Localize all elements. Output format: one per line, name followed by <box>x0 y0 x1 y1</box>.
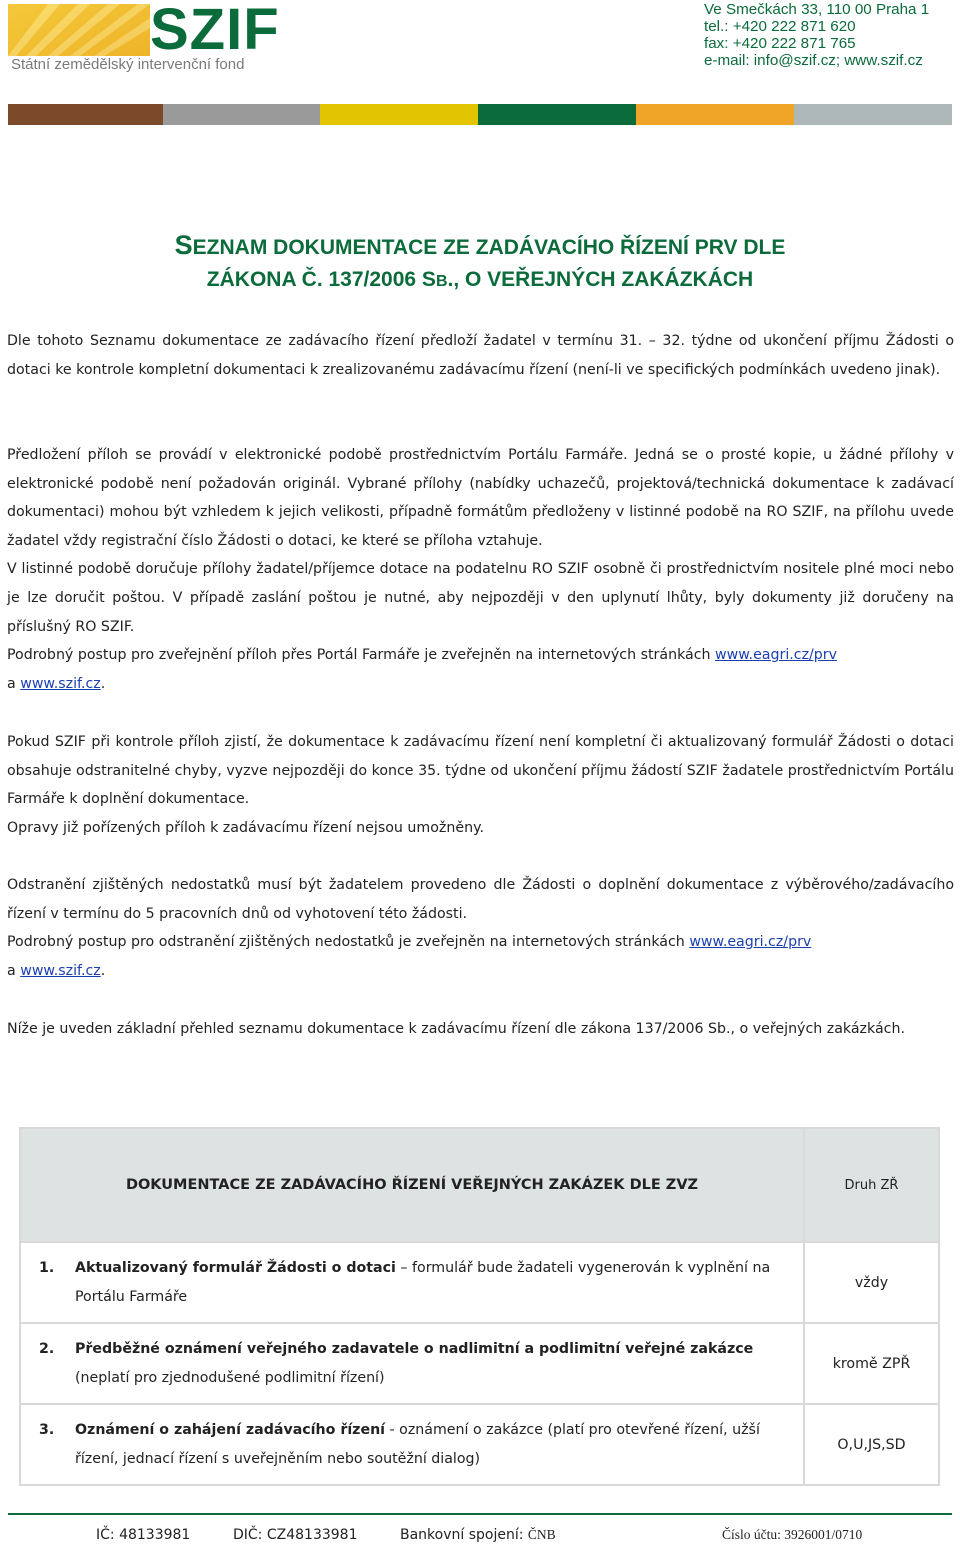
eagri-link-2[interactable]: www.eagri.cz/prv <box>689 934 812 951</box>
color-stripe-5 <box>636 104 794 125</box>
table-row-content <box>20 1323 804 1404</box>
footer-ic: IČ: 48133981 <box>96 1527 191 1543</box>
color-stripe-3 <box>320 104 478 125</box>
table-header-main: DOKUMENTACE ZE ZADÁVACÍHO ŘÍZENÍ VEŘEJNÝCH ZAKÁZEK DLE ZVZ <box>20 1128 804 1242</box>
submission-procedure-end: a www.szif.cz. <box>7 675 106 692</box>
row-number: 2. <box>39 1340 55 1357</box>
row-title: Předběžné oznámení veřejného zadavatele o nadlimitní a podlimitní veřejné zakázce <box>75 1340 754 1357</box>
logo-subtitle: Státní zemědělský intervenční fond <box>11 56 245 73</box>
submission-paper: V listinné podobě doručuje přílohy žadatel/příjemce dotace na podatelnu RO SZIF osobně či prostřednictvím nositele plné moci nebo je lze doručit poštou. V případě zaslání poštou je nutné, aby nejpozději v den uplynutí lhůty, byly dokumenty již doručeny na příslušný RO SZIF. <box>7 561 954 635</box>
document-title-line-2: ZÁKONA Č. 137/2006 SB., O VEŘEJNÝCH ZAKÁZKÁCH <box>206 268 754 291</box>
wheat-field-graphic <box>8 4 150 56</box>
documentation-table <box>19 1127 940 1486</box>
intro-paragraph: Dle tohoto Seznamu dokumentace ze zadávacího řízení předloží žadatel v termínu 31. – 32. týdne od ukončení příjmu Žádosti o dotaci ke kontrole kompletní dokumentaci k zrealizovanému zadávacímu řízení (není-li ve specifických podmínkách uvedeno jinak). <box>7 333 954 378</box>
submission-procedure: Podrobný postup pro zveřejnění příloh přes Portál Farmáře je zveřejněn na internetových stránkách www.eagri.cz/prv <box>7 647 838 664</box>
submission-section <box>7 441 954 698</box>
contact-phone: tel.: +420 222 871 620 <box>704 18 856 35</box>
table-row <box>20 1323 939 1404</box>
row-number: 3. <box>39 1421 55 1438</box>
document-title-line-1: SEZNAM DOKUMENTACE ZE ZADÁVACÍHO ŘÍZENÍ PRV DLE <box>174 230 786 260</box>
contact-email-web: e-mail: info@szif.cz; www.szif.cz <box>704 52 923 69</box>
row-type: vždy <box>804 1242 939 1323</box>
table-row-content <box>20 1404 804 1485</box>
footer-divider <box>8 1513 952 1515</box>
removal-procedure-end: a www.szif.cz. <box>7 962 106 979</box>
color-stripe-4 <box>478 104 636 125</box>
control-paragraph: Pokud SZIF při kontrole příloh zjistí, že dokumentace k zadávacímu řízení není kompletní či aktualizovaný formulář Žádosti o dotaci obsahuje odstranitelné chyby, vyzve nejpozději do konce 35. týdne od ukončení příjmu žádostí SZIF žadatele prostřednictvím Portálu Farmáře k doplnění dokumentace. <box>7 734 954 808</box>
removal-paragraph: Odstranění zjištěných nedostatků musí být žadatelem provedeno dle Žádosti o doplnění dokumentace z výběrového/zadávacího řízení v termínu do 5 pracovních dnů od vyhotovení této žádosti. <box>7 877 954 922</box>
row-note: - oznámení o zakázce (platí pro otevřené řízení, užší řízení, jednací řízení s uveřejněním nebo soutěžní dialog) <box>75 1421 760 1467</box>
logo-wordmark: SZIF <box>150 0 280 62</box>
row-number: 1. <box>39 1259 55 1276</box>
table-row <box>20 1242 939 1323</box>
row-note: (neplatí pro zjednodušené podlimitní řízení) <box>75 1369 385 1386</box>
control-section <box>7 728 954 842</box>
table-header-type: Druh ZŘ <box>804 1128 939 1242</box>
removal-procedure: Podrobný postup pro odstranění zjištěných nedostatků je zveřejněn na internetových stránkách www.eagri.cz/prv <box>7 934 812 951</box>
removal-section <box>7 871 954 985</box>
row-note: – formulář bude žadateli vygenerován k vyplnění na Portálu Farmáře <box>75 1259 771 1305</box>
table-row <box>20 1404 939 1485</box>
color-stripe-1 <box>8 104 163 125</box>
contact-fax: fax: +420 222 871 765 <box>704 35 856 52</box>
color-stripe-6 <box>794 104 952 125</box>
contact-block <box>704 1 929 69</box>
contact-address: Ve Smečkách 33, 110 00 Praha 1 <box>704 1 930 18</box>
footer-bank: Bankovní spojení: ČNB <box>400 1527 556 1543</box>
color-stripe-2 <box>163 104 320 125</box>
table-row-content <box>20 1242 804 1323</box>
row-title: Oznámení o zahájení zadávacího řízení <box>75 1421 386 1438</box>
eagri-link[interactable]: www.eagri.cz/prv <box>715 647 838 664</box>
szif-link[interactable]: www.szif.cz <box>20 675 101 692</box>
row-type: O,U,JS,SD <box>804 1404 939 1485</box>
overview-paragraph: Níže je uveden základní přehled seznamu dokumentace k zadávacímu řízení dle zákona 137/2006 Sb., o veřejných zakázkách. <box>7 1021 905 1037</box>
footer-dic: DIČ: CZ48133981 <box>233 1527 358 1543</box>
footer-account: Číslo účtu: 3926001/0710 <box>722 1527 863 1542</box>
submission-electronic: Předložení příloh se provádí v elektronické podobě prostřednictvím Portálu Farmáře. Jedná se o prosté kopie, u žádné přílohy v elektronické podobě není požadován originál. Vybrané přílohy (nabídky uchazečů, projektová/technická dokumentace k zadávací dokumentaci) mohou být vzhledem k jejich velikosti, případně formátům předloženy v listinné podobě na RO SZIF, na přílohu uvede žadatel vždy registrační číslo Žádosti o dotaci, ke které se příloha vztahuje. <box>7 447 954 549</box>
szif-link-2[interactable]: www.szif.cz <box>20 962 101 979</box>
table-header-row <box>20 1128 939 1242</box>
row-type: kromě ZPŘ <box>804 1323 939 1404</box>
row-title: Aktualizovaný formulář Žádosti o dotaci <box>75 1259 396 1276</box>
control-corrections: Opravy již pořízených příloh k zadávacímu řízení nejsou umožněny. <box>7 819 484 836</box>
